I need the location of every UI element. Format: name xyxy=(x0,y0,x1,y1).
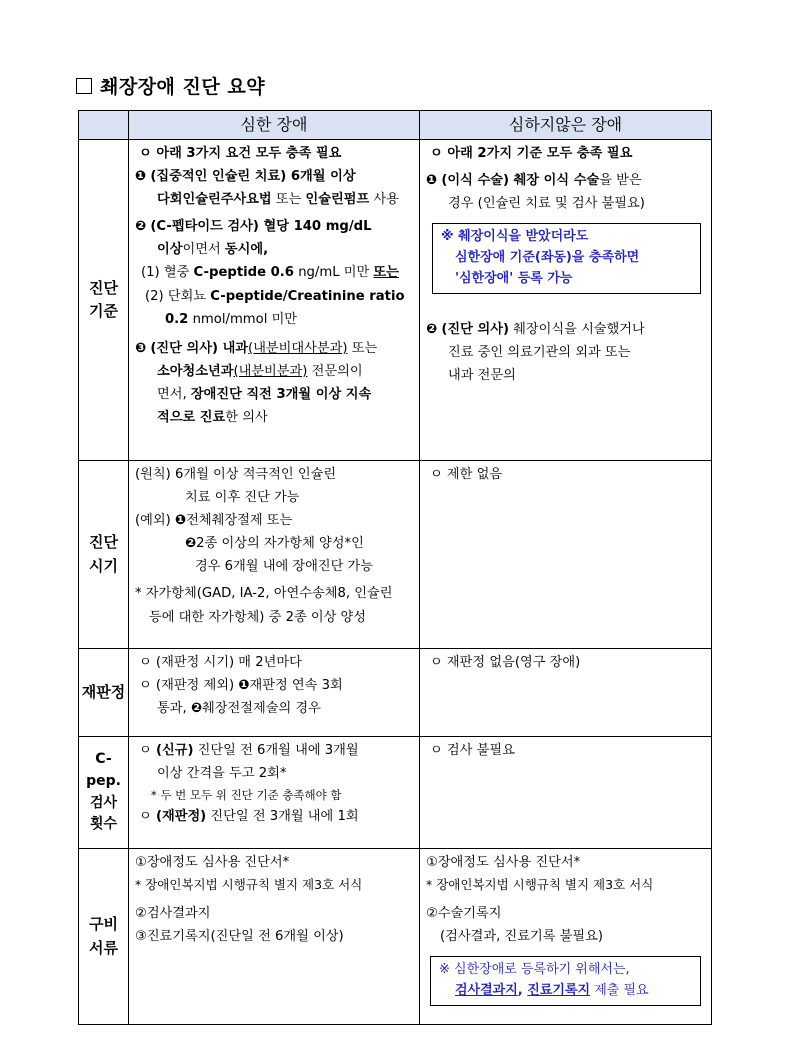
cell-cpep-mild xyxy=(420,737,712,849)
doc-severe-3: ③진료기록지(진단일 전 6개월 이상) xyxy=(135,929,344,945)
doc-severe-1: ①장애정도 심사용 진단서* xyxy=(135,855,290,870)
cell-documents-mild xyxy=(420,849,712,1025)
cpep-rejudge-bullet: ㅇ xyxy=(139,809,156,825)
label-cpep-line3: 횟수 xyxy=(89,816,118,833)
row-cpep xyxy=(79,737,712,849)
criteria-1-title: (집중적인 인슐린 치료) 6개월 이상 xyxy=(150,169,356,185)
cell-rejudge-severe xyxy=(129,649,420,737)
doc-mild-note-submit: 제출 필요 xyxy=(590,982,649,998)
doc-mild-note-comma: , xyxy=(517,982,528,998)
row-criteria xyxy=(79,140,712,461)
mild-criteria-note xyxy=(432,223,701,293)
criteria-3-specialist: 전문의이 xyxy=(307,363,363,379)
rejudge-exclusion-2: 췌장전절제술의 경우 xyxy=(202,701,321,717)
criteria-1-use: 사용 xyxy=(369,192,399,208)
cpep-new-bullet: ㅇ xyxy=(139,743,156,758)
rejudge-exclusion-1-icon: ❶ xyxy=(238,678,250,694)
rejudge-mild: ㅇ 재판정 없음(영구 장애) xyxy=(430,655,581,670)
page-title xyxy=(76,72,265,99)
cell-timing-mild xyxy=(420,461,712,649)
cell-criteria-severe xyxy=(129,140,420,461)
label-rejudge-text: 재판정 xyxy=(81,682,126,701)
doc-mild-note-medical-records: 진료기록지 xyxy=(527,982,591,998)
label-documents xyxy=(79,849,129,1025)
timing-exception-2: 2종 이상의 자가항체 양성*인 xyxy=(196,536,364,552)
label-cpep-line1: C-pep. xyxy=(86,751,121,789)
timing-exception-2-end: 경우 6개월 내에 장애진단 가능 xyxy=(195,559,374,575)
criteria-2-above: 이상 xyxy=(157,242,183,258)
label-timing-line1: 진단 xyxy=(89,533,118,552)
criteria-2-title: (C-펩타이드 검사) 혈당 140 mg/dL xyxy=(150,219,372,235)
criteria-severe-intro: ㅇ 아래 3가지 요건 모두 충족 필요 xyxy=(139,146,342,161)
rejudge-exclusion-pass: 통과, xyxy=(157,701,191,717)
criteria-2-sub1-pre: (1) 혈중 xyxy=(141,265,194,281)
mild-note-line2: 심한장애 기준(좌동)을 충족하면 xyxy=(455,250,640,266)
criteria-2-icon: ❷ xyxy=(135,219,147,235)
criteria-3-subspecialty-1: (내분비대사분과) xyxy=(248,340,348,356)
criteria-2-sub1-value: C-peptide 0.6 xyxy=(193,265,294,281)
header-row xyxy=(79,111,712,140)
timing-exception-1: 전체췌장절제 또는 xyxy=(186,513,293,529)
criteria-2-sub2-unit: nmol/mmol 미만 xyxy=(188,311,298,327)
timing-footnote-1: * 자가항체(GAD, IA-2, 아연수송체8, 인슐린 xyxy=(135,586,393,602)
criteria-3-or: 또는 xyxy=(347,340,378,356)
label-criteria xyxy=(79,140,129,461)
mild-criteria-2-title: (진단 의사) xyxy=(441,321,509,337)
rejudge-exclusion: ㅇ (재판정 제외) xyxy=(139,678,239,694)
page-title-text: 쵀장장애 진단 요약 xyxy=(100,76,266,98)
criteria-mild-intro: ㅇ 아래 2가지 기준 모두 충족 필요 xyxy=(430,146,633,161)
cpep-new-text-2: 이상 간격을 두고 2회* xyxy=(157,766,287,782)
row-timing xyxy=(79,461,712,649)
label-timing xyxy=(79,461,129,649)
cpep-new-text: 진단일 전 6개월 내에 3개월 xyxy=(193,743,359,758)
rejudge-period: ㅇ (재판정 시기) 매 2년마다 xyxy=(139,655,302,670)
mild-criteria-1-title: (이식 수술) 췌장 이식 수술 xyxy=(441,173,600,189)
cpep-rejudge-label: (재판정) xyxy=(155,809,207,825)
label-criteria-line1: 진단 xyxy=(89,278,118,297)
mild-criteria-2-end: 췌장이식을 시술했거나 xyxy=(508,321,645,337)
criteria-3-treatment: 적으로 진료 xyxy=(157,410,226,426)
mild-criteria-1-icon: ❶ xyxy=(426,173,438,189)
row-documents xyxy=(79,849,712,1025)
doc-mild-2: ②수술기록지 xyxy=(426,905,502,921)
checkbox-square-icon xyxy=(76,78,92,94)
mild-criteria-2-line2: 진료 중인 의료기관의 외과 또는 xyxy=(448,344,631,360)
doc-mild-note xyxy=(430,956,701,1006)
criteria-1-or: 또는 xyxy=(271,192,306,208)
criteria-2-sub1-or: 또는 xyxy=(373,265,399,281)
criteria-2-sub2-ratio: C-peptide/Creatinine ratio xyxy=(210,288,405,304)
timing-principle: (원칙) 6개월 이상 적극적인 인슐린 xyxy=(135,467,337,482)
criteria-3-pediatrics: 소아청소년과 xyxy=(157,363,234,379)
criteria-1-method-1: 다회인슐린주사요법 xyxy=(157,192,272,208)
criteria-2-sub1-unit: ng/mL 미만 xyxy=(294,265,374,281)
criteria-2-sub2-value: 0.2 xyxy=(165,311,189,327)
criteria-2-sub2-pre: (2) 단회뇨 xyxy=(145,288,211,304)
criteria-3-while: 면서, xyxy=(157,386,191,402)
doc-severe-1-note: * 장애인복지법 시행규칙 별지 제3호 서식 xyxy=(135,877,363,893)
header-corner xyxy=(79,111,129,140)
doc-severe-2: ②검사결과지 xyxy=(135,905,211,921)
cpep-mild: ㅇ 검사 불필요 xyxy=(430,743,515,758)
label-cpep-line2: 검사 xyxy=(89,794,118,811)
cell-criteria-mild xyxy=(420,140,712,461)
cell-rejudge-mild xyxy=(420,649,712,737)
rejudge-exclusion-1: 재판정 연속 3회 xyxy=(249,678,343,694)
label-documents-line1: 구비 xyxy=(89,915,118,934)
mild-criteria-2-line3: 내과 전문의 xyxy=(448,367,516,383)
mild-criteria-2-icon: ❷ xyxy=(426,321,438,337)
label-timing-line2: 시기 xyxy=(89,556,118,575)
criteria-2-and: 이면서 xyxy=(182,242,225,258)
timing-exception: (예외) xyxy=(135,513,175,529)
timing-footnote-2: 등에 대한 자가항체) 중 2종 이상 양성 xyxy=(149,609,367,625)
label-criteria-line2: 기준 xyxy=(89,302,118,320)
mild-criteria-1-end: 을 받은 xyxy=(599,173,642,189)
cell-timing-severe xyxy=(129,461,420,649)
cpep-rejudge-text: 진단일 전 3개월 내에 1회 xyxy=(206,809,359,825)
mild-note-line1: ※ 췌장이식을 받았더라도 xyxy=(441,229,589,245)
mild-criteria-1-detail: 경우 (인슐린 치료 및 검사 불필요) xyxy=(448,196,645,212)
label-documents-line2: 서류 xyxy=(89,938,118,957)
cpep-footnote: * 두 번 모두 위 진단 기준 충족해야 함 xyxy=(151,788,342,803)
timing-principle-2: 치료 이후 진단 가능 xyxy=(185,490,300,506)
summary-table xyxy=(78,110,712,1025)
criteria-3-title: (진단 의사) 내과 xyxy=(150,340,249,356)
label-cpep xyxy=(79,737,129,849)
criteria-3-doctor: 한 의사 xyxy=(225,410,268,426)
row-rejudge xyxy=(79,649,712,737)
cpep-new-label: (신규) xyxy=(155,743,194,758)
criteria-3-subspecialty-2: (내분비분과) xyxy=(233,363,308,379)
doc-mild-1-note: * 장애인복지법 시행규칙 별지 제3호 서식 xyxy=(426,877,654,893)
timing-exception-1-icon: ❶ xyxy=(174,513,187,529)
timing-mild: ㅇ 제한 없음 xyxy=(430,467,503,482)
cell-cpep-severe xyxy=(129,737,420,849)
timing-exception-2-icon: ❷ xyxy=(185,536,197,552)
criteria-2-simultaneously: 동시에, xyxy=(224,242,269,258)
criteria-1-icon: ❶ xyxy=(135,169,147,185)
criteria-1-method-2: 인슐린펌프 xyxy=(305,192,370,208)
rejudge-exclusion-2-icon: ❷ xyxy=(190,701,203,717)
doc-mild-note-test-results: 검사결과지 xyxy=(455,982,518,998)
criteria-3-icon: ❸ xyxy=(135,340,147,356)
mild-note-line3: '심한장애' 등록 가능 xyxy=(455,270,573,286)
header-mild: 심하지않은 장애 xyxy=(420,111,712,140)
doc-mild-1: ①장애정도 심사용 진단서* xyxy=(426,855,581,870)
header-severe: 심한 장애 xyxy=(129,111,420,140)
criteria-3-duration: 장애진단 직전 3개월 이상 지속 xyxy=(190,386,372,402)
doc-mild-2-note: (검사결과, 진료기록 불필요) xyxy=(440,929,603,945)
doc-mild-note-line1: ※ 심한장애로 등록하기 위해서는, xyxy=(439,962,630,978)
label-rejudge xyxy=(79,649,129,737)
cell-documents-severe xyxy=(129,849,420,1025)
